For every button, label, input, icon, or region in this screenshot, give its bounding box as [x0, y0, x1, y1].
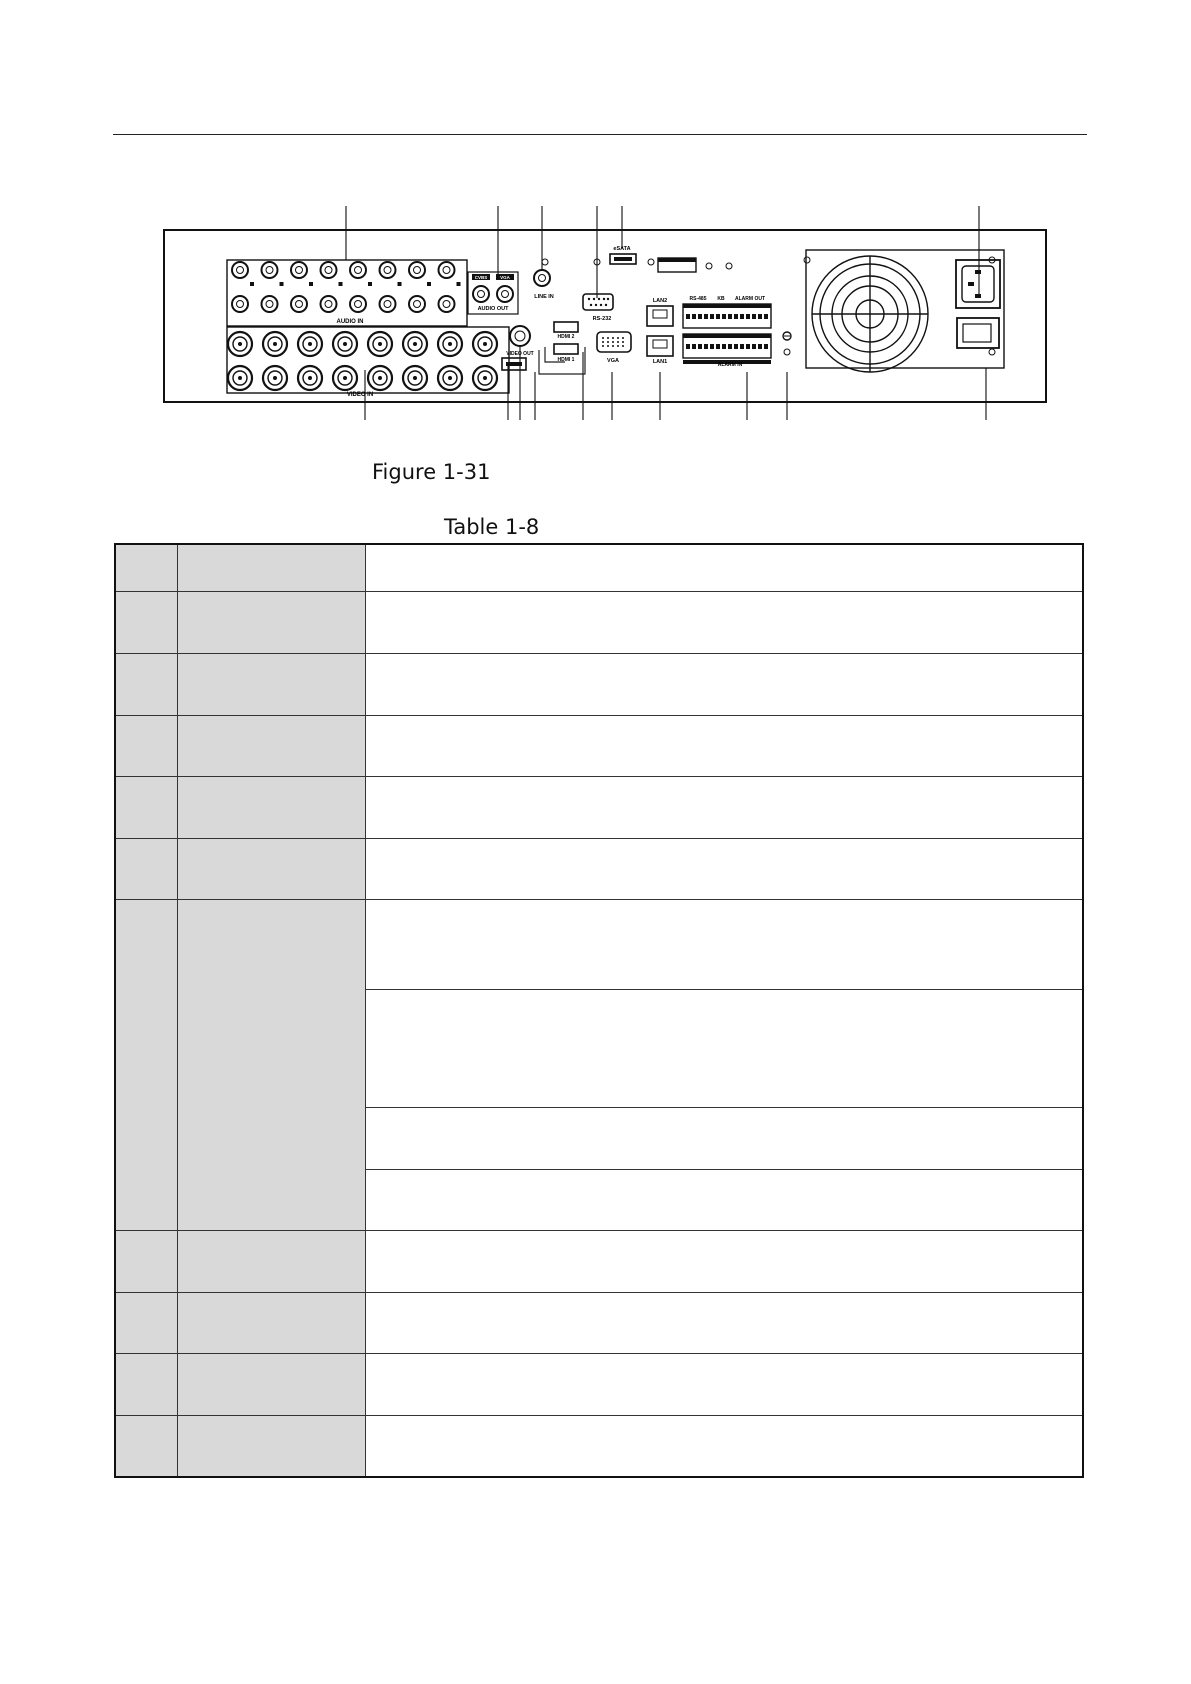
- audio-out-jack-1: [473, 286, 489, 302]
- row-description-cell: [366, 1415, 1084, 1477]
- row-number-cell: [115, 653, 178, 715]
- audio-in-block: [227, 260, 467, 326]
- audio-in-jack: [321, 296, 337, 312]
- row-number-cell: [115, 1415, 178, 1477]
- cvbs-label: CVBS: [474, 275, 488, 280]
- row-number-cell: [115, 591, 178, 653]
- row-description-cell: [366, 1353, 1084, 1415]
- audio-in-jack: [439, 296, 455, 312]
- row-number-cell: [115, 899, 178, 1230]
- row-description-cell: [366, 1107, 1084, 1169]
- fan-grille: [812, 256, 928, 372]
- lan1-port: [647, 336, 673, 356]
- video-out-label: VIDEO OUT: [506, 351, 534, 357]
- row-name-cell: [178, 1292, 366, 1353]
- table-row: [115, 1353, 1083, 1415]
- lan2-label: LAN2: [652, 298, 668, 304]
- row-description-cell: [366, 838, 1084, 899]
- table-row: [115, 1292, 1083, 1353]
- audio-in-jack: [291, 296, 307, 312]
- row-description-cell: [366, 776, 1084, 838]
- table-caption: Table 1-8: [444, 515, 540, 539]
- table-row: [115, 1415, 1083, 1477]
- row-name-cell: [178, 591, 366, 653]
- rear-panel-figure: [150, 200, 1050, 430]
- row-name-cell: [178, 1415, 366, 1477]
- row-name-cell: [178, 715, 366, 776]
- table-row: [115, 838, 1083, 899]
- row-number-cell: [115, 1353, 178, 1415]
- row-name-cell: [178, 1353, 366, 1415]
- rs232-label: RS-232: [592, 316, 612, 322]
- row-name-cell: [178, 1230, 366, 1292]
- audio-in-jack: [232, 296, 248, 312]
- row-description-cell: [366, 715, 1084, 776]
- header-description-cell: [366, 544, 1084, 591]
- rs232-port: [583, 294, 613, 310]
- lan2-port: [647, 306, 673, 326]
- audio-in-jack: [350, 296, 366, 312]
- audio-out-label: AUDIO OUT: [477, 306, 509, 312]
- audio-in-jack: [439, 262, 455, 278]
- row-name-cell: [178, 776, 366, 838]
- hdmi2-label: HDMI 2: [557, 334, 575, 340]
- audio-in-jack: [409, 262, 425, 278]
- audio-in-jack: [380, 262, 396, 278]
- alarm-in-label: ALARM IN: [717, 362, 743, 368]
- row-description-cell: [366, 899, 1084, 989]
- table-row: [115, 899, 1083, 989]
- esata-label: eSATA: [613, 246, 631, 252]
- row-description-cell: [366, 1230, 1084, 1292]
- row-description-cell: [366, 1169, 1084, 1230]
- audio-in-jack: [291, 262, 307, 278]
- table-header-row: [115, 544, 1083, 591]
- table-row: [115, 1230, 1083, 1292]
- rear-panel-diagram: [150, 200, 1050, 430]
- audio-in-jack: [380, 296, 396, 312]
- audio-in-jack: [262, 296, 278, 312]
- screw-hole: [784, 349, 790, 355]
- hdmi2-port: [554, 322, 578, 332]
- table-row: [115, 715, 1083, 776]
- audio-in-jack: [409, 296, 425, 312]
- rs485-label: RS-485: [689, 296, 707, 302]
- line-in-jack: [534, 270, 550, 286]
- video-in-jacks: [228, 332, 497, 390]
- table-row: [115, 653, 1083, 715]
- row-description-cell: [366, 591, 1084, 653]
- audio-in-jack: [232, 262, 248, 278]
- row-description-cell: [366, 1292, 1084, 1353]
- audio-in-jacks: [232, 262, 461, 312]
- table-row: [115, 776, 1083, 838]
- row-number-cell: [115, 715, 178, 776]
- line-in-label: LINE IN: [534, 294, 554, 300]
- row-name-cell: [178, 838, 366, 899]
- lan1-label: LAN1: [652, 359, 668, 365]
- hdmi1-label: HDMI 1: [557, 357, 575, 363]
- row-description-cell: [366, 989, 1084, 1107]
- terminal-rows: [683, 304, 771, 364]
- video-out-bnc: [510, 326, 530, 346]
- hdmi1-port: [554, 344, 578, 354]
- header-name-cell: [178, 544, 366, 591]
- audio-in-jack: [321, 262, 337, 278]
- audio-in-jack: [262, 262, 278, 278]
- header-rule: [113, 134, 1087, 135]
- row-number-cell: [115, 1292, 178, 1353]
- alarm-out-label: ALARM OUT: [735, 296, 765, 302]
- row-number-cell: [115, 838, 178, 899]
- spec-table: [114, 543, 1084, 1478]
- row-description-cell: [366, 653, 1084, 715]
- figure-caption: Figure 1-31: [372, 460, 491, 484]
- kb-label: KB: [717, 296, 725, 302]
- audio-in-label: AUDIO IN: [336, 319, 364, 325]
- video-in-label: VIDEO IN: [346, 392, 374, 398]
- audio-in-jack: [350, 262, 366, 278]
- row-number-cell: [115, 776, 178, 838]
- audio-out-jack-2: [497, 286, 513, 302]
- vga-small-label: VGA: [500, 275, 510, 280]
- row-name-cell: [178, 653, 366, 715]
- header-no-cell: [115, 544, 178, 591]
- row-number-cell: [115, 1230, 178, 1292]
- table-row: [115, 591, 1083, 653]
- vga-label: VGA: [607, 358, 619, 364]
- row-name-cell: [178, 899, 366, 1230]
